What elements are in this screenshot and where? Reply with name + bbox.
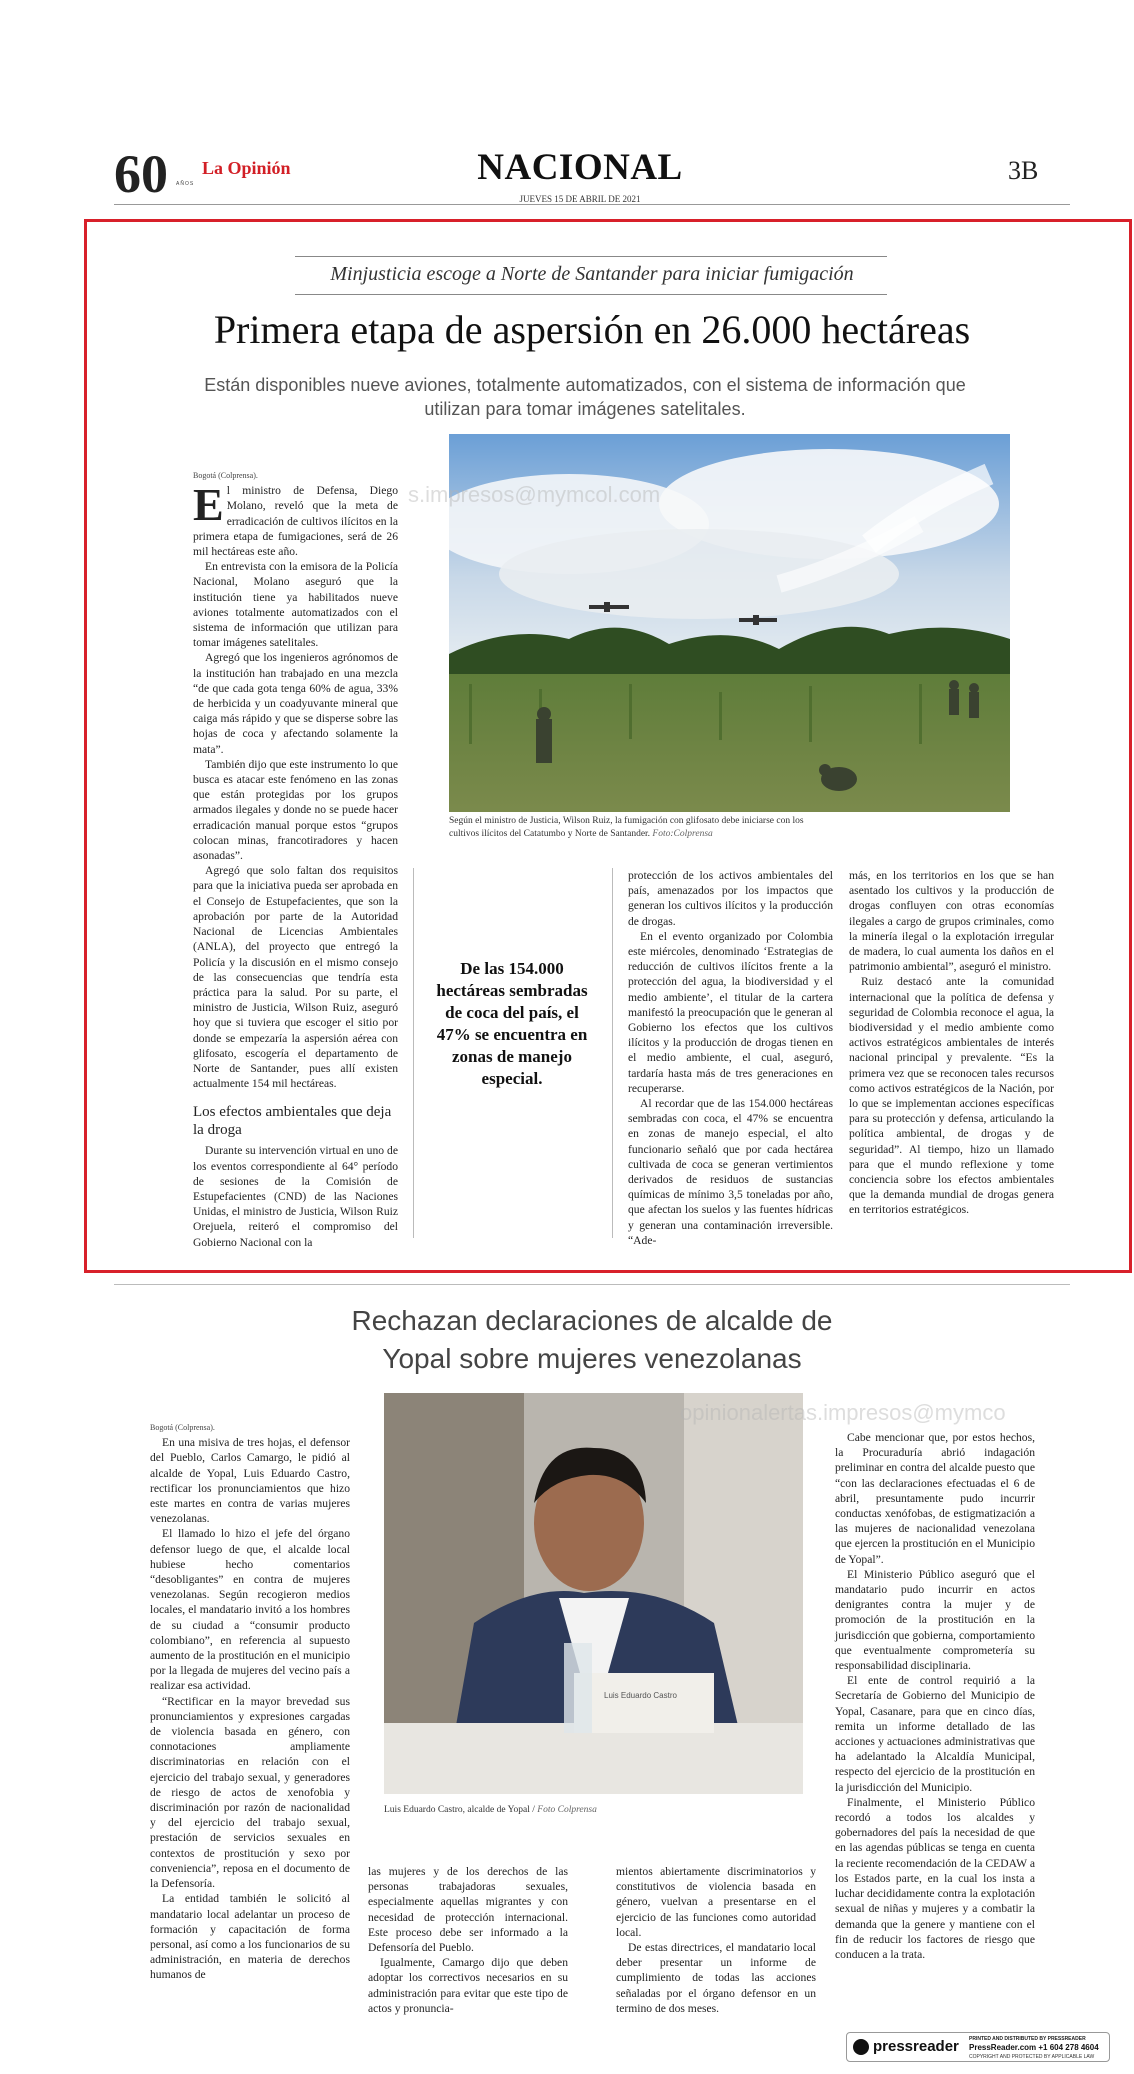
- masthead-rule: [114, 204, 1070, 205]
- column-rule: [612, 868, 613, 1238]
- caption-credit: Foto:Colprensa: [652, 829, 713, 839]
- paragraph: De estas directrices, el mandatario local deber presentar un informe de cumplimiento de todas las acciones señaladas por el órgano defensor en un termino de dos meses.: [616, 1941, 816, 2015]
- column-rule: [413, 868, 414, 1238]
- paragraph: Agregó que los ingenieros agrónomos de la institución han trabajado en una mezcla “de que cada gota tenga 60% de agua, 33% de herbicida y un coadyuvante mineral que caiga más rápido y que se disperse sobre las hojas de coca y afectando solamente la mata”.: [193, 651, 398, 756]
- article2-col2: [368, 1864, 568, 2016]
- caption-text: Luis Eduardo Castro, alcalde de Yopal /: [384, 1805, 535, 1815]
- paragraph: Cabe mencionar que, por estos hechos, la Procuraduría abrió indagación preliminar en contra del alcalde puesto que “con las declaraciones efectuadas el 6 de abril, presuntamente pudo incurrir conductas xenófobas, de estigmatización a las mujeres de nacionalidad venezolana que ejercen la prostitución en el Municipio de Yopal”.: [835, 1431, 1035, 1566]
- pull-quote: De las 154.000 hectáreas sembradas de coca del país, el 47% se encuentra en zonas de manejo especial.: [436, 959, 588, 1088]
- paragraph: Al recordar que de las 154.000 hectáreas sembradas con coca, el 47% se encuentra en zonas de manejo especial, el alto funcionario señaló que por cada hectárea cultivada de coca se generan vertimientos derivados de residuos de sustancias químicas de mínimo 3,5 toneladas por año, que afectan los suelos y las fuentes hídricas y generan una contaminación irreversible. “Ade-: [628, 1097, 833, 1247]
- paragraph: En entrevista con la emisora de la Policía Nacional, Molano aseguró que la institución tiene ya habilitados nueve aviones totalmente automatizados con el sistema de información que utilizan para tomar imágenes satelitales.: [193, 560, 398, 650]
- article1-col3: [628, 868, 833, 1248]
- issue-date: JUEVES 15 DE ABRIL DE 2021: [519, 194, 641, 204]
- pressreader-footer[interactable]: [846, 2032, 1110, 2062]
- article1-col1: [193, 468, 398, 1250]
- subhead: Están disponibles nueve aviones, totalmente automatizados, con el sistema de información que utilizan para tomar imágenes satelitales.: [204, 375, 966, 419]
- footer-line1: PRINTED AND DISTRIBUTED BY PRESSREADER: [969, 2036, 1086, 2042]
- headline: Rechazan declaraciones de alcalde de Yopal sobre mujeres venezolanas: [351, 1305, 833, 1374]
- paragraph: más, en los territorios en los que se han asentado los cultivos y la producción de drogas confluyen con otras economías ilegales a cargo de grupos criminales, como la minería ilegal o la explotación irregular de madera, lo cual aumenta los daños en el patrimonio ambiental”, aseguró el ministro.: [849, 869, 1054, 974]
- article1-col4: [849, 868, 1054, 1218]
- paragraph: También dijo que este instrumento lo que busca es atacar este fenómeno en las zonas que están protegidas por los grupos armados ilegales y donde no se puede hacer erradicación manual porque estos “grupos colocan minas, francotiradores y hacen asonadas”.: [193, 757, 398, 863]
- article2-col4: [835, 1430, 1035, 1962]
- footer-line2: PressReader.com +1 604 278 4604: [969, 2043, 1099, 2052]
- paragraph: La entidad también le solicitó al mandatario local adelantar un proceso de formación y capacitación de forma personal, así como a los funcionarios de su administración, en materia de derechos humanos de: [150, 1892, 350, 1982]
- paragraph: Finalmente, el Ministerio Público recordó a todos los alcaldes y gobernadores del país la necesidad de que en las agendas públicas se tenga en cuenta la reciente recomendación de la CEDAW a los Estados parte, en la cual los insta a luchar decididamente contra la explotación sexual de niñas y mujeres y a combatir la demanda que la genere y mantiene con el fin de reducir los factores de riesgo que conducen a la trata.: [835, 1795, 1035, 1961]
- dateline: Bogotá (Colprensa).: [150, 1423, 215, 1432]
- paragraph: “Rectificar en la mayor brevedad sus pronunciamientos y expresiones cargadas de violencia basada en género, con connotaciones ampliamente discriminatorias en relación con el ejercicio del trabajo sexual, y generadores de riesgo de actos de xenofobia y discriminación por razón de nacionalidad y del ejercicio del trabajo sexual, prestación de servicios sexuales en contextos de prostitución y sexo por conveniencia”, reposa en el documento de la Defensoría.: [150, 1694, 350, 1891]
- headline: Primera etapa de aspersión en 26.000 hectáreas: [213, 307, 971, 352]
- photo-caption: [384, 1804, 804, 1817]
- paragraph: Ruiz destacó ante la comunidad internacional que la política de defensa y seguridad de Colombia reconoce el agua, la biodiversidad y el medio ambiente como activos estratégicos ambientales de interés nacional principal y prevalente. “Es la primera vez que se reconocen tales recursos como activos estratégicos de la Nación, por lo que se implementan acciones específicas para su protección y defensa, articulando la política ambiental, de drogas y de seguridad”. Al tiempo, hizo un llamado para que el mundo reflexione y tome conciencia sobre los efectos ambientales que la demanda mundial de drogas genera en territorios estratégicos.: [849, 975, 1054, 1217]
- paragraph: El llamado lo hizo el jefe del órgano defensor luego de que, el alcalde local hubiese hecho comentarios “desobligantes” en contra de mujeres venezolanas. Según recogieron medios locales, el mandatario invitó a los hombres de su ciudad a “consumir producto colombiano”, en referencia al supuesto aumento de la prostitución en el municipio por la llegada de mujeres del vecino país a realizar esa actividad.: [150, 1527, 350, 1693]
- dropcap: E: [193, 479, 224, 531]
- brand-name: La Opinión: [202, 158, 291, 178]
- paragraph: El ente de control requirió a la Secretaría de Gobierno del Municipio de Yopal, Casanare, para que en cinco días, remita un informe detallado de las acciones y actuaciones administrativas que ha adelantado la Alcaldía Municipal, respecto del ejercicio de la prostitución en la jurisdicción del Municipio.: [835, 1674, 1035, 1794]
- mayor-photo: [384, 1393, 803, 1794]
- kicker-rule-top: [295, 256, 887, 257]
- paragraph: Durante su intervención virtual en uno de los eventos correspondiente al 64° período de sesiones de la Comisión de Estupefacientes (CND) de las Naciones Unidas, el ministro de Justicia, Wilson Ruiz Orejuela, reiteró el compromiso del Gobierno Nacional con la: [193, 1144, 398, 1249]
- watermark: s.impresos@mymcol.com: [408, 482, 661, 507]
- page-number: 3B: [1008, 156, 1039, 185]
- fumigation-photo: [449, 434, 1010, 812]
- caption-text: Según el ministro de Justicia, Wilson Ruiz, la fumigación con glifosato debe iniciarse con los cultivos ilícitos del Catatumbo y Norte de Santander.: [449, 816, 804, 839]
- paragraph: mientos abiertamente discriminatorios y constitutivos de violencia basada en género, vuelvan a presentarse en el ejercicio de las funciones como autoridad local.: [616, 1865, 816, 1939]
- mayor-scene: [384, 1393, 803, 1794]
- fumigation-scene: [449, 434, 1010, 812]
- paragraph: Igualmente, Camargo dijo que deben adoptar los correctivos necesarios en su administración para evitar que este tipo de actos y pronuncia-: [368, 1956, 568, 2015]
- svg-text:Luis Eduardo Castro: Luis Eduardo Castro: [604, 1691, 677, 1700]
- paragraph: El Ministerio Público aseguró que el mandatario pudo incurrir en actos denigrantes contra la mujer y de promoción de la prostitución en la jurisdicción que gobierna, comportamiento que eventualmente comprometería su responsabilidad disciplinaria.: [835, 1567, 1035, 1673]
- paragraph: l ministro de Defensa, Diego Molano, reveló que la meta de erradicación de cultivos ilícitos en la primera etapa de fumigaciones, será de 26 mil hectáreas este año.: [193, 484, 398, 559]
- dateline: Bogotá (Colprensa).: [193, 471, 258, 480]
- paragraph: las mujeres y de los derechos de las personas trabajadoras sexuales, especialmente aquellas migrantes y con necesidad de protección internacional. Este proceso debe ser informado a la Defensoría del Pueblo.: [368, 1865, 568, 1955]
- svg-text:60: 60: [114, 146, 168, 198]
- paragraph: Agregó que solo faltan dos requisitos para que la iniciativa pueda ser aprobada en el Consejo de Estupefacientes, que son la aprobación por parte de la Autoridad Nacional de Licencias Ambientales (ANLA), del proyecto que entregó la Policía y la discusión en el mismo consejo de las consecuencias que tendría esta práctica para la salud. Por su parte, el ministro de Justicia, Wilson Ruiz, aseguró hoy que si tuviera que escoger el sitio por donde se empezaría la aspersión aérea con glifosato, escogería el departamento de Norte de Santander, pues allí existen actualmente 154 mil hectáreas.: [193, 864, 398, 1091]
- kicker: Minjusticia escoge a Norte de Santander para iniciar fumigación: [330, 263, 854, 285]
- section-title: NACIONAL: [477, 147, 683, 188]
- anniversary-years: AÑOS: [176, 181, 195, 187]
- caption-credit: Foto Colprensa: [537, 1805, 597, 1815]
- photo-caption: [449, 815, 829, 841]
- footer-line3: COPYRIGHT AND PROTECTED BY APPLICABLE LAW: [969, 2054, 1095, 2060]
- paragraph: En el evento organizado por Colombia este miércoles, denominado ‘Estrategias de reducción de cultivos ilícitos frente a la protección del agua, la biodiversidad y el medio ambiente’, el titular de la cartera manifestó la preocupación que le generan al Gobierno los efectos que los cultivos ilícitos y la producción de drogas tienen en el medio ambiente, el cual, aseguró, tardaría hasta más de tres generaciones en recuperarse.: [628, 929, 833, 1095]
- article-divider: [114, 1284, 1070, 1285]
- paragraph: En una misiva de tres hojas, el defensor del Pueblo, Carlos Camargo, le pidió al alcalde de Yopal, Luis Eduardo Castro, rectificar los pronunciamientos que hizo este martes en contra de varias mujeres venezolanas.: [150, 1436, 350, 1526]
- pressreader-icon: [853, 2039, 869, 2055]
- article2-col3: [616, 1864, 816, 2016]
- anniversary-logo: [114, 146, 194, 198]
- kicker-rule-bottom: [295, 294, 887, 295]
- article2-col1: [150, 1420, 350, 1983]
- pressreader-brand: pressreader: [873, 2038, 959, 2055]
- paragraph: protección de los activos ambientales del país, amenazados por los impactos que generan los cultivos ilícitos y la producción de drogas.: [628, 869, 833, 928]
- watermark: opinionalertas.impresos@mymco: [680, 1400, 1006, 1425]
- subtitle: Los efectos ambientales que deja la droga: [193, 1104, 392, 1139]
